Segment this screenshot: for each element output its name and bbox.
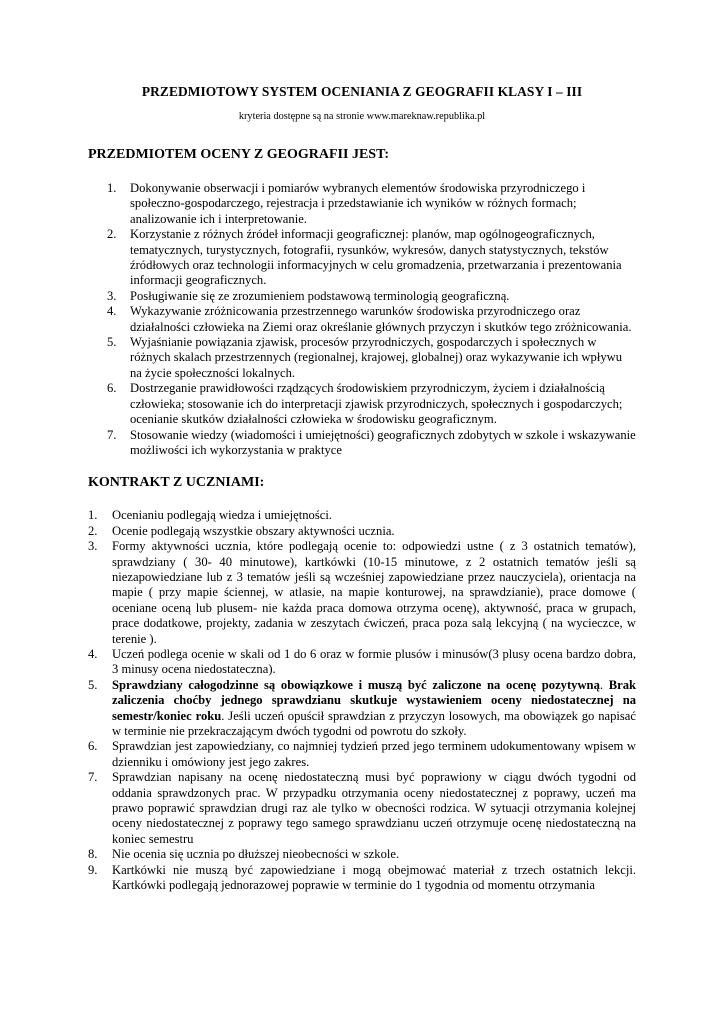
- list-item: 9. Kartkówki nie muszą być zapowiedziane i mogą obejmować materiał z trzech ostatnich lekcji. Kartkówki podlegają jednorazowej poprawie w terminie do 1 tygodnia od momentu otrzymania: [88, 862, 636, 893]
- section-heading-assessment-subject: PRZEDMIOTEM OCENY Z GEOGRAFII JEST:: [88, 147, 390, 162]
- list-item: 7. Sprawdzian napisany na ocenę niedostateczną musi być poprawiony w ciągu dwóch tygodni od oddania sprawdzonych prac. W przypadku otrzymania oceny niedostatecznej z poprawy, uczeń ma prawo poprawić sprawdzian drugi raz ale tylko w obecności rodzica. W sytuacji otrzymania kolejnej oceny niedostatecznej z poprawy tego samego sprawdzianu uczeń otrzymuje ocenę niedostateczną na koniec semestru: [88, 770, 636, 846]
- list-item: 5. Wyjaśnianie powiązania zjawisk, procesów przyrodniczych, gospodarczych i społecznych w różnych skalach przestrzennych (regionalnej, krajowej, globalnej) oraz wykazywanie ich wpływu na życie społeczności lokalnych.: [107, 335, 623, 380]
- list-item: 2. Korzystanie z różnych źródeł informacji geograficznej: planów, map ogólnogeograficznych, tematycznych, turystycznych, fotografii, rysunków, wykresów, danych statystycznych, tekstów źródłowych oraz technologii informacyjnych w celu gromadzenia, przetwarzania i prezentowania informacji geograficznych.: [107, 227, 622, 288]
- list-item: 6. Dostrzeganie prawidłowości rządzących środowiskiem przyrodniczym, życiem i działalnością człowieka; stosowanie ich do interpretacji zjawisk przyrodniczych, społecznych i gospodarczych; ocenianie skutków działalności człowieka w środowisku geograficznym.: [107, 381, 623, 427]
- document-subtitle: kryteria dostępne są na stronie www.mareknaw.republika.pl: [238, 111, 486, 122]
- list-item: 7. Stosowanie wiedzy (wiadomości i umiejętności) geograficznych zdobytych w szkole i wskazywanie możliwości ich wykorzystania w praktyce: [107, 427, 636, 457]
- list-item: 8. Nie ocenia się ucznia po dłuższej nieobecności w szkole.: [88, 847, 400, 862]
- list-item: 1. Ocenianiu podlegają wiedza i umiejętności.: [88, 508, 332, 523]
- list-item: 3. Formy aktywności ucznia, które podlegają ocenie to: odpowiedzi ustne ( z 3 ostatnich tematów), sprawdziany ( 30- 40 minutowe), kartkówki (10-15 minutowe, z 2 ostatnich tematów jeśli są niezapowiedziane lub z 3 tematów jeśli są wcześniej zapowiedziane przez nauczyciela), orientacja na mapie ( przy mapie ściennej, w atlasie, na mapie konturowej, na sprawdzianie), prace domowe ( oceniane oceną lub plusem- nie każda praca domowa otrzyma ocenę), aktywność, praca w grupach, prace dodatkowe, projekty, zadania w zeszytach ćwiczeń, praca poza salą lekcyjną ( na wycieczce, w terenie ).: [88, 539, 636, 646]
- list-item: 1. Dokonywanie obserwacji i pomiarów wybranych elementów środowiska przyrodniczego i społeczno-gospodarczego, rejestracja i przedstawianie ich wyników w różnych formach; analizowanie ich i interpretowanie.: [107, 181, 586, 226]
- list-item: 4. Uczeń podlega ocenie w skali od 1 do 6 oraz w formie plusów i minusów(3 plusy ocena bardzo dobra, 3 minusy ocena niedostateczna).: [88, 646, 636, 677]
- bold-text: Brak zaliczenia choćby jednego sprawdzianu skutkuje wystawieniem oceny niedostatecznej na semestr/koniec roku: [112, 677, 637, 723]
- list-item: 2. Ocenie podlegają wszystkie obszary aktywności ucznia.: [88, 523, 395, 538]
- document-title: PRZEDMIOTOWY SYSTEM OCENIANIA Z GEOGRAFII KLASY I – III: [141, 84, 583, 99]
- contract-list: [88, 508, 636, 893]
- section-heading-contract: KONTRAKT Z UCZNIAMI:: [88, 475, 265, 491]
- bold-text: Sprawdziany całogodzinne są obowiązkowe i muszą być zaliczone na ocenę pozytywną: [112, 677, 600, 692]
- list-item: 4. Wykazywanie zróżnicowania przestrzennego warunków środowiska przyrodniczego oraz działalności człowieka na Ziemi oraz określanie głównych przyczyn i skutków tego zróżnicowania.: [107, 304, 632, 334]
- assessment-subject-list: [88, 181, 636, 458]
- list-item: 6. Sprawdzian jest zapowiedziany, co najmniej tydzień przed jego terminem udokumentowany wpisem w dzienniku i omówiony jest jego zakres.: [88, 739, 636, 769]
- list-item: 5. Sprawdziany całogodzinne są obowiązkowe i muszą być zaliczone na ocenę pozytywną. Brak zaliczenia choćby jednego sprawdzianu skutkuje wystawieniem oceny niedostatecznej na semestr/koniec roku. Jeśli uczeń opuścił sprawdzian z przyczyn losowych, ma obowiązek go napisać w terminie nie przekraczającym dwóch tygodni od powrotu do szkoły.: [88, 677, 637, 738]
- list-item: 3. Posługiwanie się ze zrozumieniem podstawową terminologią geograficzną.: [107, 288, 510, 303]
